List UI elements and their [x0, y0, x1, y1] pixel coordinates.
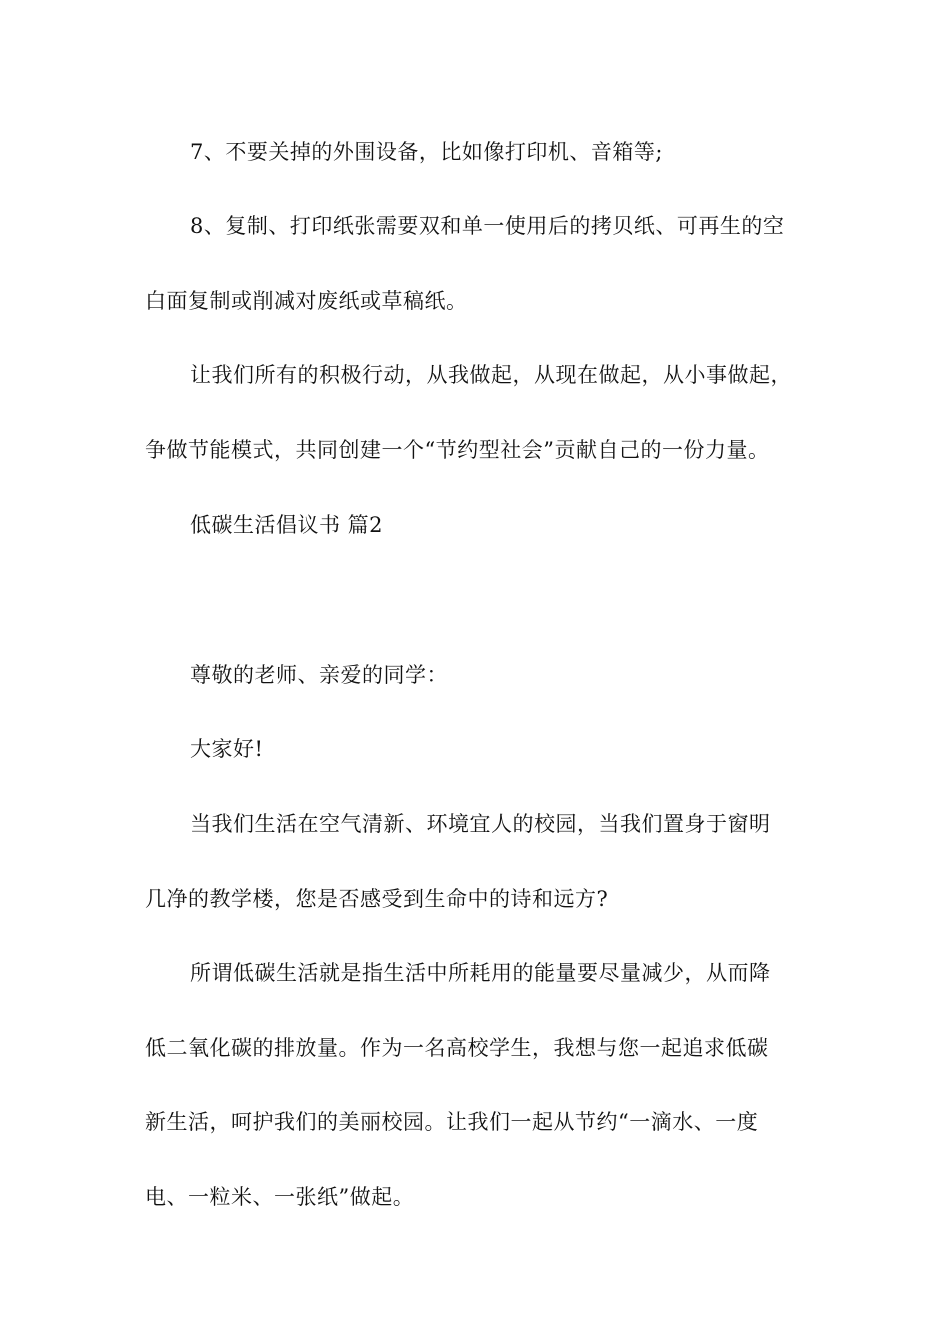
- body-paragraph-2-line-1: 所谓低碳生活就是指生活中所耗用的能量要尽量减少，从而降: [190, 961, 771, 985]
- paragraph-item-7: 7、不要关掉的外围设备，比如像打印机、音箱等;: [190, 140, 663, 164]
- closing-paragraph-line-1: 让我们所有的积极行动，从我做起，从现在做起，从小事做起，: [190, 363, 792, 387]
- greeting: 大家好!: [190, 737, 264, 761]
- body-paragraph-2-line-4: 电、一粒米、一张纸”做起。: [145, 1185, 415, 1209]
- body-paragraph-1-line-2: 几净的教学楼，您是否感受到生命中的诗和远方?: [145, 887, 609, 911]
- closing-paragraph-line-2: 争做节能模式，共同创建一个“节约型社会”贡献自己的一份力量。: [145, 438, 770, 462]
- body-paragraph-1-line-1: 当我们生活在空气清新、环境宜人的校园，当我们置身于窗明: [190, 812, 771, 836]
- paragraph-item-8-line-1: 8、复制、打印纸张需要双和单一使用后的拷贝纸、可再生的空: [190, 214, 785, 238]
- salutation: 尊敬的老师、亲爱的同学：: [190, 663, 448, 687]
- section-heading: 低碳生活倡议书 篇2: [190, 513, 384, 537]
- body-paragraph-2-line-3: 新生活，呵护我们的美丽校园。让我们一起从节约“一滴水、一度: [145, 1110, 759, 1134]
- body-paragraph-2-line-2: 低二氧化碳的排放量。作为一名高校学生，我想与您一起追求低碳: [145, 1036, 769, 1060]
- paragraph-item-8-line-2: 白面复制或削减对废纸或草稿纸。: [145, 289, 468, 313]
